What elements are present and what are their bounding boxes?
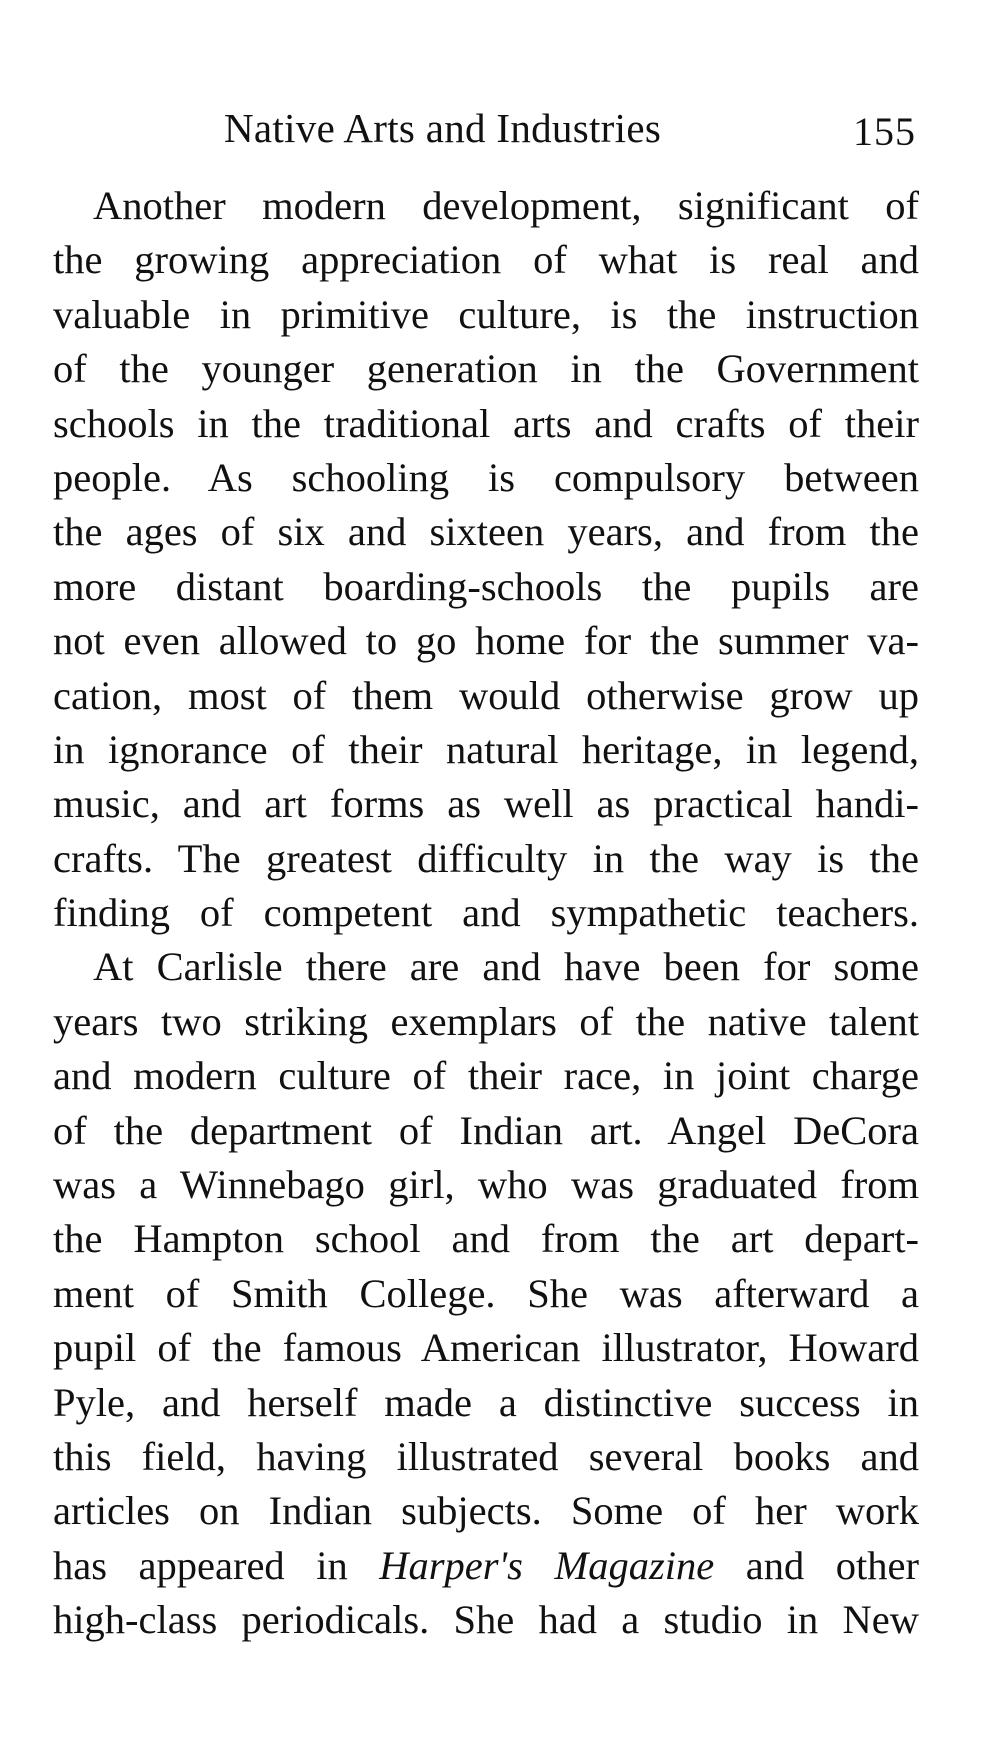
text-line: the ages of six and sixteen years, and from the bbox=[53, 509, 919, 555]
text-line: the Hampton school and from the art depart- bbox=[53, 1216, 919, 1262]
text-line: valuable in primitive culture, is the instruction bbox=[53, 291, 919, 337]
text-line: At Carlisle there are and have been for some bbox=[93, 944, 919, 990]
running-head bbox=[52, 103, 918, 153]
text-line: more distant boarding-schools the pupils are bbox=[53, 563, 919, 609]
text-line: music, and art forms as well as practical handi- bbox=[53, 781, 919, 827]
text-line: this field, having illustrated several books and bbox=[53, 1433, 919, 1479]
text-line: of the department of Indian art. Angel DeCora bbox=[53, 1107, 919, 1153]
italic-magazine-title: Harper's Magazine bbox=[379, 1542, 715, 1588]
running-title: Native Arts and Industries bbox=[224, 105, 662, 151]
text-line: pupil of the famous American illustrator, Howard bbox=[53, 1325, 919, 1371]
text-line: Another modern development, significant of bbox=[93, 183, 919, 228]
text-line: years two striking exemplars of the native talent bbox=[53, 998, 919, 1044]
text-line: not even allowed to go home for the summer va- bbox=[53, 618, 919, 664]
text-line: Pyle, and herself made a distinctive success in bbox=[53, 1379, 919, 1425]
text-line: was a Winnebago girl, who was graduated from bbox=[53, 1162, 919, 1208]
line-text: has appeared in bbox=[53, 1542, 380, 1588]
text-line: and modern culture of their race, in joint charge bbox=[53, 1053, 919, 1099]
text-line: articles on Indian subjects. Some of her work bbox=[53, 1488, 919, 1534]
text-line: people. As schooling is compulsory between bbox=[53, 454, 919, 500]
text-line: of the younger generation in the Government bbox=[53, 346, 919, 392]
text-line: crafts. The greatest difficulty in the way is the bbox=[53, 835, 919, 881]
text-line: schools in the traditional arts and crafts of their bbox=[53, 400, 919, 446]
line-text: and other bbox=[714, 1542, 919, 1588]
page-number: 155 bbox=[853, 109, 916, 154]
text-line: in ignorance of their natural heritage, in legend, bbox=[53, 726, 919, 772]
text-line: ment of Smith College. She was afterward a bbox=[53, 1270, 919, 1316]
text-line: the growing appreciation of what is real and bbox=[53, 237, 919, 283]
text-line-with-italic bbox=[53, 1539, 919, 1593]
body-text bbox=[53, 179, 919, 1648]
text-line: finding of competent and sympathetic teachers. bbox=[53, 890, 919, 936]
text-line: cation, most of them would otherwise grow up bbox=[53, 672, 919, 718]
text-line: high-class periodicals. She had a studio in New bbox=[53, 1597, 919, 1643]
